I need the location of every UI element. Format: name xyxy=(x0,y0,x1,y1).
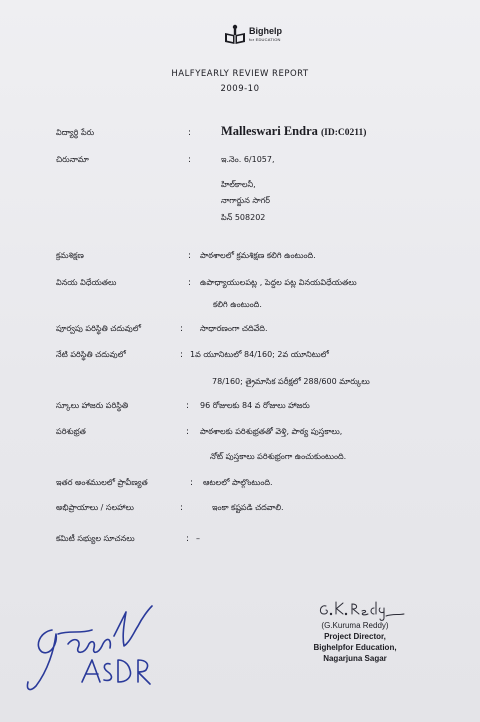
opinions-value: ఇంకా కష్టపడి చదవాలి. xyxy=(212,503,284,512)
bighelp-logo xyxy=(224,24,282,46)
colon: : xyxy=(186,401,190,411)
label-opinions: అభిప్రాయాలు / సలహాలు xyxy=(56,503,134,512)
label-student-name: విద్యార్థి పేరు xyxy=(56,128,95,137)
obedience-value: ఉపాధ్యాయులపట్ల , పెద్దల పట్ల వినయవిధేయతలు xyxy=(200,278,357,287)
cleanliness-value: పాఠశాలకు పరిశుభ్రతతో వెళ్తి, పాఠ్య పుస్తకాలు, xyxy=(200,427,343,436)
colon: : xyxy=(180,324,184,334)
director-signature xyxy=(316,598,406,622)
logo-tagline: for EDUCATION xyxy=(249,37,281,42)
past-studies-value: సాధారణంగా చదివేది. xyxy=(200,324,268,333)
label-obedience: వినయ విధేయతలు xyxy=(56,278,117,287)
colon: : xyxy=(180,350,184,360)
address-line-3: నాగార్జున సాగర్ xyxy=(221,196,271,205)
colon: : xyxy=(188,128,192,138)
current-studies-value: 1వ యూనిటులో 84/160; 2వ యూనిటులో xyxy=(190,350,329,359)
cleanliness-value-cont: నోట్ పుస్తకాలు పరిశుభ్రంగా ఉంచుకుంటుంది. xyxy=(210,452,347,461)
student-name xyxy=(221,124,366,139)
committee-suggestions-value: – xyxy=(196,534,200,543)
address-line-1: ఇ.నెం. 6/1057, xyxy=(221,155,275,164)
current-studies-value-cont: 78/160; త్రైమాసిక పరీక్షలో 288/600 మార్కులు xyxy=(212,377,370,386)
address-line-2: హిల్‌కాలనీ, xyxy=(221,180,256,189)
colon: : xyxy=(180,503,184,513)
colon: : xyxy=(186,534,190,544)
student-name-text: Malleswari Endra xyxy=(221,124,318,138)
student-id: (ID:C0211) xyxy=(321,128,367,138)
label-past-studies: పూర్వపు పరిస్థితి చదువులో xyxy=(56,324,141,333)
director-block xyxy=(306,620,404,664)
director-place: Nagarjuna Sagar xyxy=(323,654,387,663)
report-year: 2009-10 xyxy=(220,84,260,94)
director-title: Project Director, xyxy=(324,632,386,641)
address-line-4: పిన్ 508202 xyxy=(221,213,266,222)
attendance-value: 96 రోజులకు 84 వ రోజులు హాజరు xyxy=(200,401,310,410)
label-committee-suggestions: కమిటీ సభ్యుల సూచనలు xyxy=(56,534,135,543)
report-title: HALFYEARLY REVIEW REPORT xyxy=(171,69,309,79)
discipline-value: పాఠశాలలో క్రమశిక్షణ కలిగి ఉంటుంది. xyxy=(200,251,316,260)
label-attendance: స్కూలు హాజరు పరిస్థితి xyxy=(56,401,129,410)
director-organization: Bighelpfor Education, xyxy=(313,643,397,652)
other-skills-value: ఆటలలో పాల్గొంటుంది. xyxy=(203,478,273,487)
label-other-skills: ఇతర అంశములలో ప్రావీణ్యత xyxy=(56,478,148,487)
label-current-studies: నేటి పరిస్థితి చదువులో xyxy=(56,350,126,359)
colon: : xyxy=(188,278,192,288)
director-name: (G.Kuruma Reddy) xyxy=(321,621,389,630)
label-discipline: క్రమశిక్షణ xyxy=(56,251,84,260)
label-cleanliness: పరిశుభ్రత xyxy=(56,427,86,436)
colon: : xyxy=(188,251,192,261)
colon: : xyxy=(186,427,190,437)
book-hand-icon xyxy=(224,24,246,46)
handwritten-signature xyxy=(22,590,172,700)
colon: : xyxy=(190,478,194,488)
logo-name: Bighelp xyxy=(249,26,282,36)
label-address: చిరునామా xyxy=(56,155,89,164)
colon: : xyxy=(188,155,192,165)
obedience-value-cont: కలిగి ఉంటుంది. xyxy=(213,300,262,309)
